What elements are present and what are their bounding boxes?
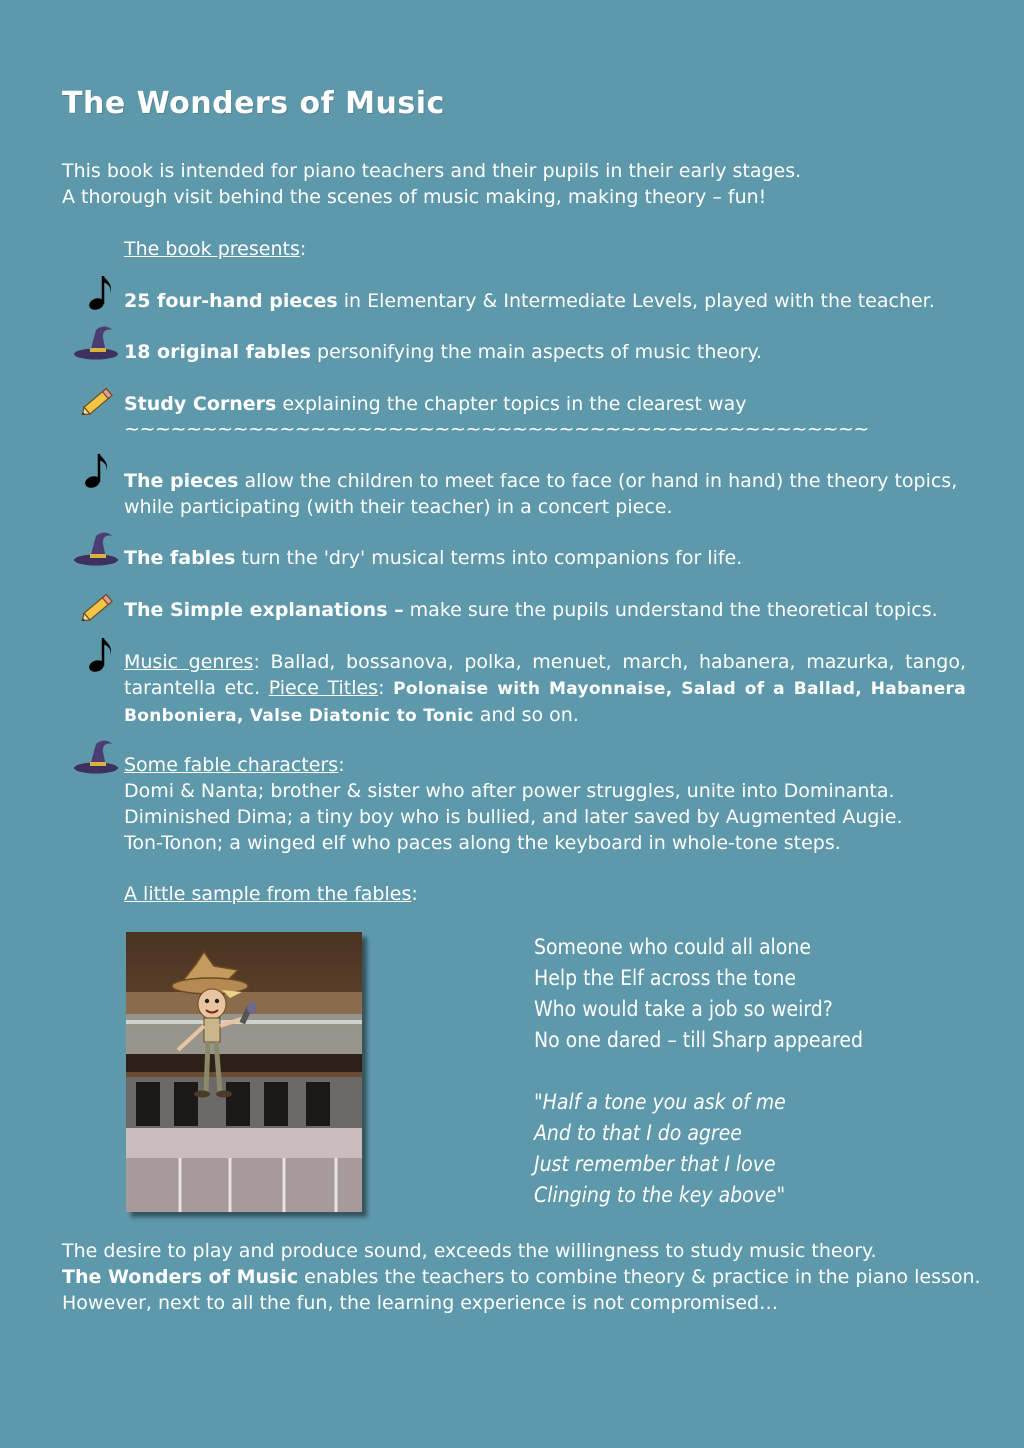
wizard-hat-icon <box>72 530 122 568</box>
presents-heading <box>124 236 306 262</box>
feature-pieces-text: in Elementary & Intermediate Levels, played with the teacher. <box>337 290 935 312</box>
character-line: Ton-Tonon; a winged elf who paces along the keyboard in whole-tone steps. <box>124 832 841 854</box>
simple-bold: The Simple explanations – <box>124 599 404 621</box>
outro <box>62 1238 981 1316</box>
music-note-icon <box>86 636 116 674</box>
outro-line-3: However, next to all the fun, the learning experience is not compromised… <box>62 1292 779 1314</box>
outro-line-2: enables the teachers to combine theory & practice in the piano lesson. <box>298 1266 981 1288</box>
music-note-icon <box>82 452 112 490</box>
feature-fables-text: personifying the main aspects of music theory. <box>310 341 763 363</box>
pieces-text-2: while participating (with their teacher) in a concert piece. <box>124 496 673 518</box>
titles-label: Piece Titles <box>268 677 379 699</box>
poem-line: No one dared – till Sharp appeared <box>534 1028 863 1052</box>
pieces-text-1: allow the children to meet face to face (or hand in hand) the theory topics, <box>238 470 958 492</box>
sample-heading <box>124 881 418 907</box>
poem-stanza-2 <box>534 1087 786 1211</box>
characters-paragraph <box>124 752 903 856</box>
feature-study-bold: Study Corners <box>124 393 277 415</box>
characters-label: Some fable characters <box>124 754 339 776</box>
genres-label: Music genres <box>124 651 254 673</box>
outro-brand: The Wonders of Music <box>62 1266 299 1288</box>
pencil-icon <box>78 384 118 420</box>
page-title: The Wonders of Music <box>62 86 445 121</box>
colon: : <box>411 883 418 905</box>
colon: : <box>299 238 307 260</box>
poem-line: Help the Elf across the tone <box>534 966 796 990</box>
poem-line: Just remember that I love <box>534 1152 776 1176</box>
wizard-hat-icon <box>72 738 122 776</box>
genres-paragraph <box>124 649 966 729</box>
genres-tail: and so on. <box>473 704 579 726</box>
feature-study-corners <box>124 391 746 417</box>
feature-pieces-bold: 25 four-hand pieces <box>124 290 338 312</box>
fable-illustration <box>126 932 362 1212</box>
elf-on-piano-illustration <box>126 932 362 1212</box>
sample-label: A little sample from the fables <box>124 883 412 905</box>
wizard-hat-icon <box>72 324 122 362</box>
colon: : <box>338 754 345 776</box>
intro-line-2: A thorough visit behind the scenes of music making, making theory – fun! <box>62 186 767 208</box>
pieces-paragraph <box>124 468 957 520</box>
fables-paragraph <box>124 545 742 571</box>
feature-study-text: explaining the chapter topics in the clearest way <box>276 393 747 415</box>
poem-line: Clinging to the key above" <box>534 1183 786 1207</box>
poem-stanza-1 <box>534 932 863 1056</box>
piece-titles: Polonaise with Mayonnaise, Salad of a Ballad, Habanera Bonboniera, Valse Diatonic to Tonic <box>124 679 966 726</box>
fables-bold: The fables <box>124 547 236 569</box>
simple-text: make sure the pupils understand the theoretical topics. <box>403 599 938 621</box>
outro-line-1: The desire to play and produce sound, exceeds the willingness to study music theory. <box>62 1240 877 1262</box>
pencil-icon <box>78 590 118 626</box>
tilde-divider: ~~~~~~~~~~~~~~~~~~~~~~~~~~~~~~~~~~~~~~~~~~~~~~~~ <box>124 418 869 440</box>
simple-paragraph <box>124 597 938 623</box>
pieces-bold: The pieces <box>124 470 239 492</box>
character-line: Domi & Nanta; brother & sister who after power struggles, unite into Dominanta. <box>124 780 895 802</box>
music-note-icon <box>86 274 116 312</box>
poem-line: Someone who could all alone <box>534 935 811 959</box>
poem-line: "Half a tone you ask of me <box>534 1090 786 1114</box>
poem-line: And to that I do agree <box>534 1121 742 1145</box>
fables-text: turn the 'dry' musical terms into companions for life. <box>235 547 743 569</box>
presents-label: The book presents <box>124 238 300 260</box>
feature-fables-bold: 18 original fables <box>124 341 311 363</box>
intro-line-1: This book is intended for piano teachers and their pupils in their early stages. <box>62 160 802 182</box>
feature-pieces <box>124 288 935 314</box>
colon: : <box>378 677 385 699</box>
intro <box>62 158 982 210</box>
character-line: Diminished Dima; a tiny boy who is bullied, and later saved by Augmented Augie. <box>124 806 903 828</box>
feature-fables <box>124 339 762 365</box>
genres-list: : Ballad, bossanova, polka, menuet, march, habanera, mazurka, tango, tarantella etc. <box>124 651 966 699</box>
poem-line: Who would take a job so weird? <box>534 997 833 1021</box>
